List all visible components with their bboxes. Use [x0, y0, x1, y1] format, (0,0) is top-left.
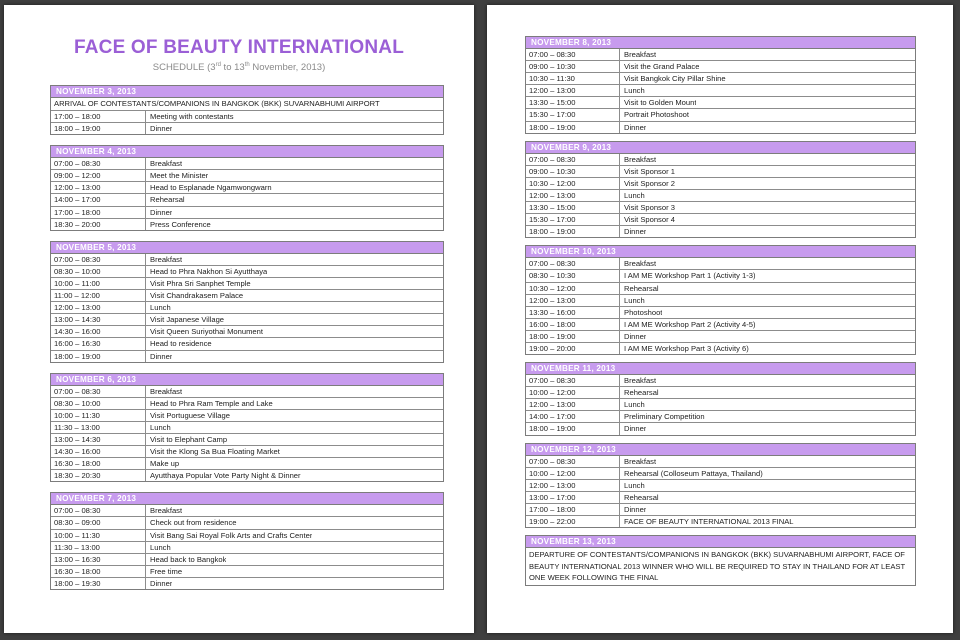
day-date-header: NOVEMBER 7, 2013: [51, 493, 443, 505]
schedule-row: [51, 158, 443, 170]
schedule-row: [51, 458, 443, 470]
time-slot-cell: 15:30 – 17:00: [526, 214, 620, 225]
activity-cell: Head to residence: [150, 339, 212, 349]
schedule-column-right: [525, 36, 916, 593]
time-slot-cell: 16:30 – 18:00: [51, 458, 146, 469]
schedule-row: [51, 290, 443, 302]
activity-cell: Breakfast: [150, 159, 183, 169]
schedule-row: [51, 434, 443, 446]
activity-cell: Lunch: [624, 400, 645, 410]
day-date-header: NOVEMBER 13, 2013: [526, 536, 915, 548]
time-slot-cell: 14:00 – 17:00: [526, 411, 620, 422]
schedule-row: [526, 226, 915, 237]
activity-cell: Visit the Klong Sa Bua Floating Market: [150, 447, 280, 457]
time-slot-cell: 07:00 – 08:30: [51, 254, 146, 265]
activity-cell: Free time: [150, 566, 183, 576]
time-slot-cell: 18:30 – 20:30: [51, 470, 146, 481]
schedule-row: [51, 530, 443, 542]
schedule-row: [526, 468, 915, 480]
day-schedule-table: [525, 36, 916, 134]
schedule-row: [526, 375, 915, 387]
schedule-row: [51, 398, 443, 410]
time-slot-cell: 08:30 – 10:00: [51, 398, 146, 409]
time-slot-cell: 09:00 – 10:30: [526, 61, 620, 72]
time-slot-cell: 17:00 – 18:00: [526, 504, 620, 515]
schedule-row: [526, 178, 915, 190]
time-slot-cell: 13:30 – 15:00: [526, 97, 620, 108]
activity-cell: Dinner: [150, 578, 173, 588]
time-slot-cell: 12:00 – 13:00: [526, 480, 620, 491]
activity-cell: Visit Portuguese Village: [150, 410, 230, 420]
activity-cell: Lunch: [624, 86, 645, 96]
schedule-row: [526, 61, 915, 73]
activity-cell: Visit Bang Sai Royal Folk Arts and Crafts Center: [150, 530, 313, 540]
activity-cell: Visit Sponsor 4: [624, 215, 675, 225]
time-slot-cell: 10:00 – 12:00: [526, 387, 620, 398]
schedule-row: [526, 456, 915, 468]
activity-cell: Dinner: [624, 424, 647, 434]
schedule-row: [526, 97, 915, 109]
time-slot-cell: 07:00 – 08:30: [526, 154, 620, 165]
activity-cell: Dinner: [624, 331, 647, 341]
schedule-row: [526, 214, 915, 226]
activity-cell: Dinner: [150, 207, 173, 217]
subtitle-suffix: November, 2013): [249, 62, 326, 74]
day-arrival-row: ARRIVAL OF CONTESTANTS/COMPANIONS IN BANGKOK (BKK) SUVARNABHUMI AIRPORT: [51, 98, 443, 111]
schedule-row: [526, 122, 915, 133]
time-slot-cell: 07:00 – 08:30: [51, 505, 146, 516]
activity-cell: I AM ME Workshop Part 3 (Activity 6): [624, 343, 749, 353]
time-slot-cell: 07:00 – 08:30: [526, 375, 620, 386]
schedule-row: [51, 351, 443, 362]
schedule-row: [51, 505, 443, 517]
day-schedule-table: [525, 362, 916, 435]
time-slot-cell: 13:00 – 14:30: [51, 314, 146, 325]
time-slot-cell: 12:00 – 13:00: [526, 399, 620, 410]
schedule-row: [51, 302, 443, 314]
time-slot-cell: 10:30 – 11:30: [526, 73, 620, 84]
day-schedule-table: [50, 241, 444, 363]
time-slot-cell: 18:00 – 19:00: [526, 226, 620, 237]
subtitle-prefix: SCHEDULE (3: [152, 62, 216, 74]
activity-cell: Rehearsal: [624, 283, 659, 293]
activity-cell: Lunch: [150, 422, 171, 432]
schedule-row: [51, 254, 443, 266]
time-slot-cell: 14:30 – 16:00: [51, 446, 146, 457]
activity-cell: Breakfast: [624, 259, 657, 269]
schedule-row: [51, 194, 443, 206]
time-slot-cell: 18:00 – 19:00: [51, 123, 146, 134]
day-date-header: NOVEMBER 9, 2013: [526, 142, 915, 154]
activity-cell: Breakfast: [150, 254, 183, 264]
day-schedule-table: [50, 492, 444, 590]
day-schedule-table: [525, 245, 916, 355]
time-slot-cell: 13:30 – 16:00: [526, 307, 620, 318]
time-slot-cell: 12:00 – 13:00: [51, 182, 146, 193]
time-slot-cell: 19:00 – 20:00: [526, 343, 620, 354]
time-slot-cell: 14:00 – 17:00: [51, 194, 146, 205]
activity-cell: Check out from residence: [150, 518, 237, 528]
day-schedule-table: [525, 535, 916, 586]
subtitle-middle: to 13: [220, 62, 245, 74]
schedule-row: [526, 480, 915, 492]
time-slot-cell: 13:00 – 14:30: [51, 434, 146, 445]
time-slot-cell: 09:00 – 10:30: [526, 166, 620, 177]
schedule-row: [526, 109, 915, 121]
schedule-row: [51, 182, 443, 194]
time-slot-cell: 08:30 – 10:00: [51, 266, 146, 277]
subtitle-ordinal-rd: rd: [215, 62, 221, 68]
time-slot-cell: 15:30 – 17:00: [526, 109, 620, 120]
schedule-column-left: [50, 85, 444, 600]
schedule-row: [526, 331, 915, 343]
day-schedule-table: [50, 85, 444, 135]
activity-cell: Visit Phra Sri Sanphet Temple: [150, 278, 251, 288]
time-slot-cell: 11:30 – 13:00: [51, 542, 146, 553]
day-date-header: NOVEMBER 4, 2013: [51, 146, 443, 158]
schedule-row: [51, 386, 443, 398]
activity-cell: Visit to Golden Mount: [624, 98, 697, 108]
time-slot-cell: 12:00 – 13:00: [526, 190, 620, 201]
activity-cell: Visit Sponsor 3: [624, 203, 675, 213]
schedule-row: [526, 343, 915, 354]
schedule-row: [526, 190, 915, 202]
schedule-row: [526, 319, 915, 331]
schedule-row: [51, 410, 443, 422]
time-slot-cell: 07:00 – 08:30: [526, 258, 620, 269]
time-slot-cell: 10:30 – 12:00: [526, 283, 620, 294]
schedule-row: [51, 123, 443, 134]
schedule-row: [51, 566, 443, 578]
schedule-row: [526, 85, 915, 97]
time-slot-cell: 18:00 – 19:00: [526, 331, 620, 342]
time-slot-cell: 10:00 – 11:30: [51, 410, 146, 421]
time-slot-cell: 08:30 – 09:00: [51, 517, 146, 528]
schedule-row: [51, 326, 443, 338]
schedule-row: [51, 578, 443, 589]
activity-cell: FACE OF BEAUTY INTERNATIONAL 2013 FINAL: [624, 517, 794, 526]
activity-cell: Lunch: [150, 303, 171, 313]
time-slot-cell: 17:00 – 18:00: [51, 207, 146, 218]
time-slot-cell: 13:30 – 15:00: [526, 202, 620, 213]
time-slot-cell: 18:00 – 19:00: [526, 122, 620, 133]
day-date-header: NOVEMBER 5, 2013: [51, 242, 443, 254]
activity-cell: Rehearsal (Colloseum Pattaya, Thailand): [624, 468, 763, 478]
time-slot-cell: 07:00 – 08:30: [51, 386, 146, 397]
activity-cell: Visit Sponsor 2: [624, 178, 675, 188]
activity-cell: Breakfast: [150, 506, 183, 516]
activity-cell: Visit Chandrakasem Palace: [150, 291, 244, 301]
day-date-header: NOVEMBER 3, 2013: [51, 86, 443, 98]
activity-cell: Visit Queen Suriyothai Monument: [150, 327, 263, 337]
document-subtitle: [4, 62, 474, 73]
time-slot-cell: 16:00 – 18:00: [526, 319, 620, 330]
time-slot-cell: 18:00 – 19:30: [51, 578, 146, 589]
activity-cell: Head to Phra Nakhon Si Ayutthaya: [150, 266, 268, 276]
activity-cell: Head to Esplanade Ngamwongwarn: [150, 183, 272, 193]
schedule-row: [526, 258, 915, 270]
time-slot-cell: 08:30 – 10:30: [526, 270, 620, 281]
activity-cell: Lunch: [624, 295, 645, 305]
schedule-row: [526, 270, 915, 282]
time-slot-cell: 09:00 – 12:00: [51, 170, 146, 181]
time-slot-cell: 10:00 – 12:00: [526, 468, 620, 479]
time-slot-cell: 17:00 – 18:00: [51, 111, 146, 122]
schedule-row: [526, 73, 915, 85]
activity-cell: Dinner: [150, 124, 173, 134]
activity-cell: Breakfast: [624, 376, 657, 386]
day-schedule-table: [50, 373, 444, 483]
day-date-header: NOVEMBER 11, 2013: [526, 363, 915, 375]
time-slot-cell: 13:00 – 16:30: [51, 554, 146, 565]
activity-cell: Breakfast: [624, 50, 657, 59]
schedule-row: [526, 295, 915, 307]
schedule-row: [51, 266, 443, 278]
activity-cell: Meet the Minister: [150, 171, 209, 181]
activity-cell: Portrait Photoshoot: [624, 110, 690, 120]
schedule-row: [526, 307, 915, 319]
schedule-row: [526, 283, 915, 295]
schedule-row: [51, 314, 443, 326]
schedule-row: [526, 492, 915, 504]
activity-cell: Breakfast: [150, 386, 183, 396]
schedule-row: [526, 49, 915, 61]
activity-cell: Dinner: [624, 122, 647, 132]
day-schedule-table: [525, 141, 916, 239]
activity-cell: Photoshoot: [624, 307, 663, 317]
schedule-row: [526, 411, 915, 423]
activity-cell: Dinner: [624, 504, 647, 514]
document-title: FACE OF BEAUTY INTERNATIONAL: [73, 37, 404, 58]
day-date-header: NOVEMBER 10, 2013: [526, 246, 915, 258]
schedule-row: [51, 542, 443, 554]
day-date-header: NOVEMBER 12, 2013: [526, 444, 915, 456]
schedule-row: [51, 338, 443, 350]
time-slot-cell: 18:00 – 19:00: [526, 423, 620, 434]
activity-cell: Make up: [150, 459, 180, 469]
activity-cell: Preliminary Competition: [624, 412, 705, 422]
schedule-row: [51, 517, 443, 529]
activity-cell: I AM ME Workshop Part 1 (Activity 1-3): [624, 271, 756, 281]
time-slot-cell: 11:30 – 13:00: [51, 422, 146, 433]
time-slot-cell: 07:00 – 08:30: [526, 456, 620, 467]
schedule-row: [51, 207, 443, 219]
time-slot-cell: 14:30 – 16:00: [51, 326, 146, 337]
schedule-row: [526, 399, 915, 411]
activity-cell: Visit the Grand Palace: [624, 62, 700, 72]
schedule-row: [51, 278, 443, 290]
activity-cell: Rehearsal: [624, 388, 659, 398]
activity-cell: I AM ME Workshop Part 2 (Activity 4-5): [624, 319, 756, 329]
time-slot-cell: 16:00 – 16:30: [51, 338, 146, 349]
schedule-row: [51, 470, 443, 481]
time-slot-cell: 10:00 – 11:30: [51, 530, 146, 541]
activity-cell: Breakfast: [624, 456, 657, 466]
schedule-row: [526, 387, 915, 399]
schedule-row: [526, 154, 915, 166]
activity-cell: Visit to Elephant Camp: [150, 434, 228, 444]
time-slot-cell: 19:00 – 22:00: [526, 516, 620, 527]
time-slot-cell: 18:00 – 19:00: [51, 351, 146, 362]
activity-cell: Head back to Bangkok: [150, 554, 227, 564]
activity-cell: Head to Phra Ram Temple and Lake: [150, 398, 273, 408]
activity-cell: Visit Japanese Village: [150, 315, 225, 325]
activity-cell: Dinner: [150, 351, 173, 361]
schedule-row: [51, 446, 443, 458]
time-slot-cell: 11:00 – 12:00: [51, 290, 146, 301]
time-slot-cell: 18:30 – 20:00: [51, 219, 146, 230]
activity-cell: Visit Sponsor 1: [624, 166, 675, 176]
time-slot-cell: 12:00 – 13:00: [526, 85, 620, 96]
time-slot-cell: 12:00 – 13:00: [51, 302, 146, 313]
day-date-header: NOVEMBER 8, 2013: [526, 37, 915, 49]
schedule-row: [51, 554, 443, 566]
time-slot-cell: 07:00 – 08:30: [51, 158, 146, 169]
schedule-row: [526, 516, 915, 527]
day-schedule-table: [525, 443, 916, 529]
activity-cell: Lunch: [624, 480, 645, 490]
activity-cell: Dinner: [624, 227, 647, 237]
subtitle-ordinal-th: th: [244, 62, 250, 68]
time-slot-cell: 07:00 – 08:30: [526, 49, 620, 60]
activity-cell: Ayutthaya Popular Vote Party Night & Dinner: [150, 471, 301, 481]
time-slot-cell: 13:00 – 17:00: [526, 492, 620, 503]
time-slot-cell: 10:00 – 11:00: [51, 278, 146, 289]
departure-note: DEPARTURE OF CONTESTANTS/COMPANIONS IN BANGKOK (BKK) SUVARNABHUMI AIRPORT, FACE OF BEAUTY INTERNATIONAL 2013 WINNER WHO WILL BE REQUIRED TO STAY IN THAILAND FOR AT LEAST ONE WEEK FOLLOWING THE FINAL: [529, 550, 905, 583]
activity-cell: Lunch: [150, 542, 171, 552]
schedule-row: [526, 423, 915, 434]
activity-cell: Rehearsal: [624, 492, 659, 502]
day-schedule-table: [50, 145, 444, 231]
schedule-row: [51, 422, 443, 434]
activity-cell: Visit Bangkok City Pillar Shine: [624, 74, 726, 84]
schedule-row: [51, 111, 443, 123]
activity-cell: Lunch: [624, 190, 645, 200]
activity-cell: Meeting with contestants: [150, 112, 234, 121]
activity-cell: Rehearsal: [150, 195, 185, 205]
schedule-row: [51, 170, 443, 182]
schedule-page-2: [487, 5, 953, 633]
schedule-row: [526, 166, 915, 178]
schedule-page-1: [4, 5, 474, 633]
schedule-row: [51, 219, 443, 230]
day-date-header: NOVEMBER 6, 2013: [51, 374, 443, 386]
time-slot-cell: 10:30 – 12:00: [526, 178, 620, 189]
schedule-row: [526, 202, 915, 214]
activity-cell: Breakfast: [624, 154, 657, 164]
activity-cell: Press Conference: [150, 219, 211, 229]
time-slot-cell: 12:00 – 13:00: [526, 295, 620, 306]
schedule-row: [526, 504, 915, 516]
time-slot-cell: 16:30 – 18:00: [51, 566, 146, 577]
